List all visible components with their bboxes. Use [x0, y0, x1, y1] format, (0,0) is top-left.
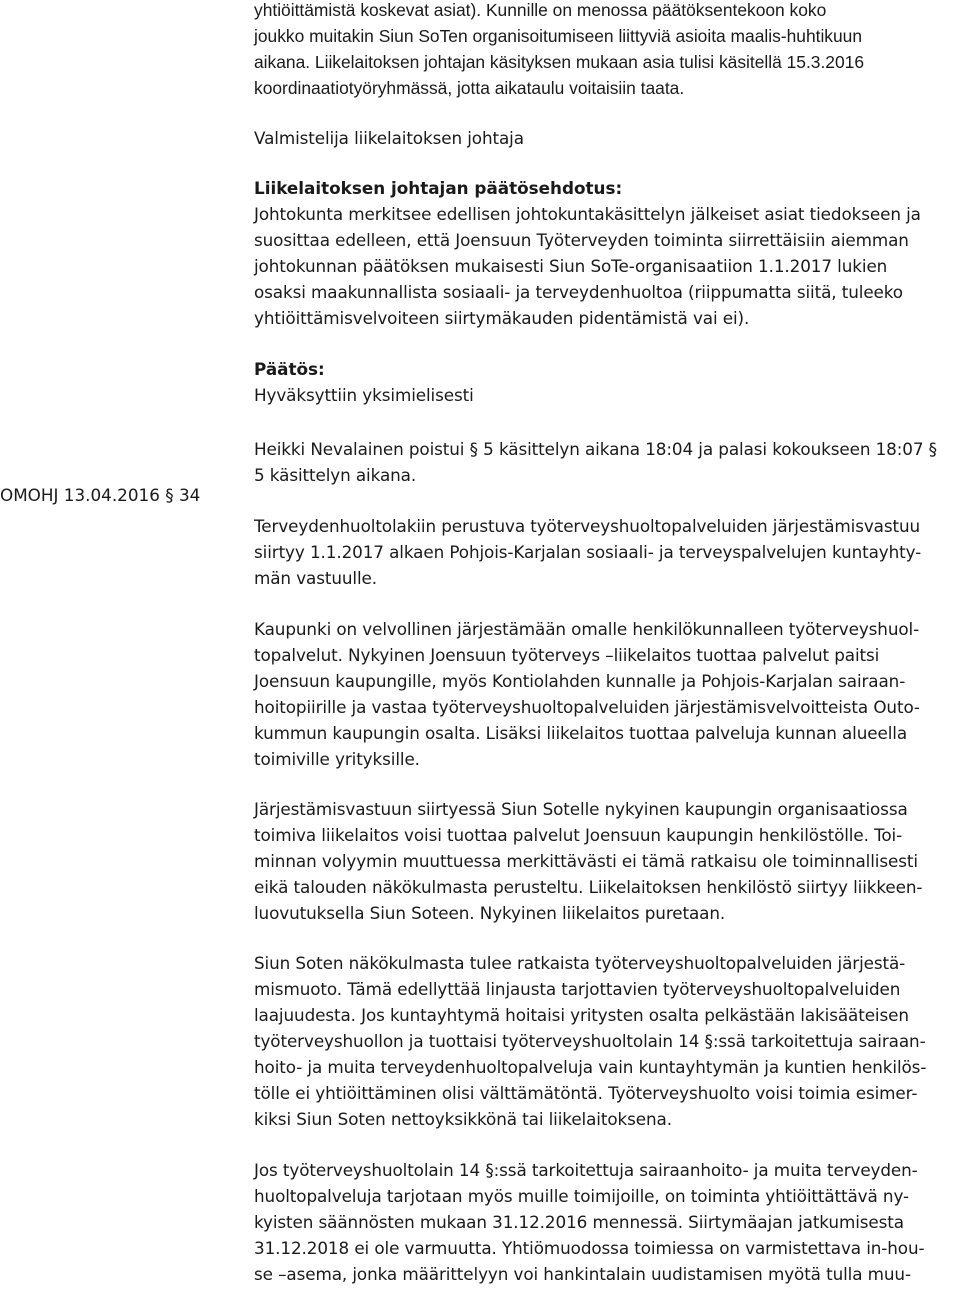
proposal-heading: Liikelaitoksen johtajan päätösehdotus: — [254, 178, 623, 198]
preparer-line: Valmistelija liikelaitoksen johtaja — [254, 128, 524, 148]
paragraph-city-obligation: Kaupunki on velvollinen järjestämään omalle henkilökunnalleen työterveyshuol- topalvelut. Nykyinen Joensuun työterveys –liikelaitos tuottaa palvelut paitsi Joensuun kaupungille, myös Kontiolahden kunnalle ja Pohjois-Karjalan sairaan- hoitopiirille ja vastaa työterveyshuoltopalveluiden järjestämisvelvoitteista Outo- kummun kaupungin osalta. Lisäksi liikelaitos tuottaa palveluja kunnan alueella toimiville yrityksille. — [254, 619, 920, 769]
decision-heading: Päätös: — [254, 359, 325, 379]
paragraph-service-model: Siun Soten näkökulmasta tulee ratkaista työterveyshuoltopalveluiden järjestä- mismuoto. Tämä edellyttää linjausta tarjottavien työterveyshuoltopalveluiden laajuudesta. Jos kuntayhtymä hoitaisi yritysten osalta pelkästään lakisääteisen työterveyshuollon ja tuottaisi työterveyshuoltolain 14 §:ssä tarkoitettuja sairaan- hoito- ja muita terveydenhuoltopalveluja vain kuntayhtymän ja kuntien henkilös- tölle ei yhtiöittäminen olisi välttämätöntä. Työterveyshuolto voisi toimia esimer- kiksi Siun Soten nettoyksikkönä tai liikelaitoksena. — [254, 953, 927, 1129]
decision-text: Hyväksyttiin yksimielisesti — [254, 385, 474, 405]
paragraph-incorporation: Jos työterveyshuoltolain 14 §:ssä tarkoitettuja sairaanhoito- ja muita terveyden- huoltopalveluja tarjotaan myös muille toimijoille, on toiminta yhtiöittättävä ny- kyisten säännösten mukaan 31.12.2016 mennessä. Siirtymäajan jatkumisesta 31.12.2018 ei ole varmuutta. Yhtiömuodossa toimiessa on varmistettava in-hou- se –asema, jonka määrittelyyn voi hankintalain uudistamisen myötä tulla muu- — [254, 1160, 925, 1284]
meeting-reference: OMOHJ 13.04.2016 § 34 — [0, 485, 201, 505]
paragraph-organisation-change: Järjestämisvastuun siirtyessä Siun Sotelle nykyinen kaupungin organisaatiossa toimiva liikelaitos voisi tuottaa palvelut Joensuun kaupungin henkilöstölle. Toi- minnan volyymin muuttuessa merkittävästi ei tämä ratkaisu ole toiminnallisesti eikä talouden näkökulmasta perusteltu. Liikelaitoksen henkilöstö siirtyy liikkeen- luovutuksella Siun Soteen. Nykyinen liikelaitos puretaan. — [254, 799, 923, 923]
paragraph-attendance-note: Heikki Nevalainen poistui § 5 käsittelyn aikana 18:04 ja palasi kokoukseen 18:07 § 5 käsittelyn aikana. — [254, 439, 937, 485]
intro-paragraph: yhtiöittämistä koskevat asiat). Kunnille on menossa päätöksentekoon koko joukko muitakin Siun SoTen organisoitumiseen liittyviä asioita maalis-huhtikuun aikana. Liikelaitoksen johtajan käsityksen mukaan asia tulisi käsitellä 15.3.2016 koordinaatiotyöryhmässä, jotta aikataulu voitaisiin taata. — [254, 0, 864, 98]
paragraph-responsibility-transfer: Terveydenhuoltolakiin perustuva työterveyshuoltopalveluiden järjestämisvastuu siirtyy 1.1.2017 alkaen Pohjois-Karjalan sosiaali- ja terveyspalvelujen kuntayhty- män vastuulle. — [254, 516, 922, 588]
proposal-text: Johtokunta merkitsee edellisen johtokuntakäsittelyn jälkeiset asiat tiedokseen ja suosittaa edelleen, että Joensuun Työterveyden toiminta siirrettäisiin aiemman johtokunnan päätöksen mukaisesti Siun SoTe-organisaatiion 1.1.2017 lukien osaksi maakunnallista sosiaali- ja terveydenhuoltoa (riippumatta siitä, tuleeko yhtiöittämisvelvoiteen siirtymäkauden pidentämistä vai ei). — [254, 204, 921, 328]
